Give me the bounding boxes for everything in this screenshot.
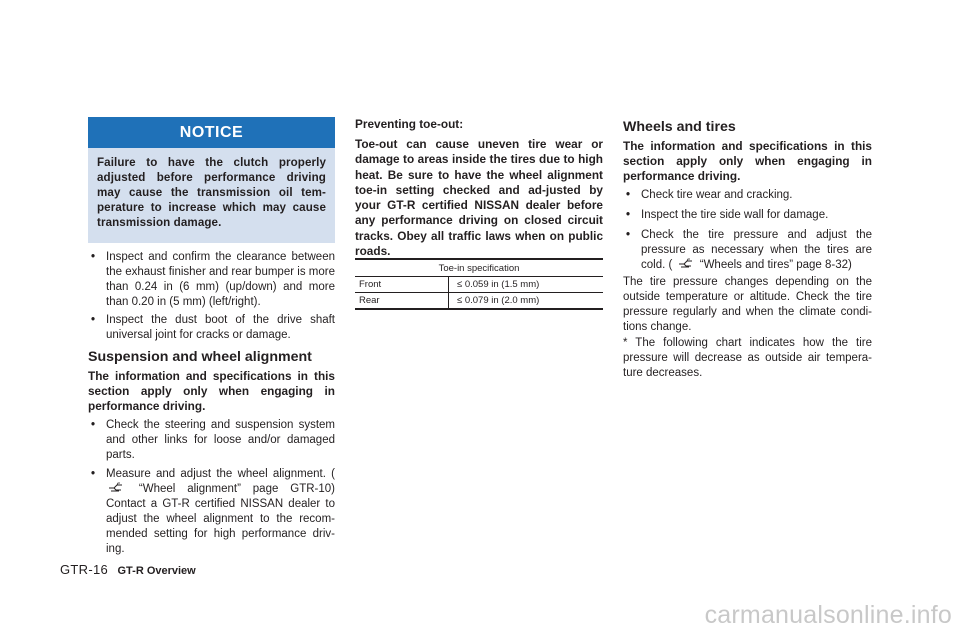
- bullet-text: [106, 467, 335, 557]
- page-number: GTR-16: [60, 562, 109, 577]
- bullet-text-post: Contact a GT-R certified NISSAN dealer to adjust the wheel alignment to the recom-mended setting for high performance driv-ing.: [106, 498, 335, 555]
- table-cell-value: ≤ 0.079 in (2.0 mm): [449, 293, 604, 310]
- list-item: [88, 250, 335, 310]
- list-item: [88, 418, 335, 463]
- bullet-dot: •: [91, 251, 96, 263]
- table-cell-value: ≤ 0.059 in (1.5 mm): [449, 277, 604, 293]
- bullet-text: Inspect and confirm the clearance between the exhaust finisher and rear bumper is more than 0.24 in (6 mm) (up/down) and more than 0.20 in (5 mm) (left/right).: [106, 251, 335, 308]
- section-intro: The information and specifications in this section apply only when engaging in performance driving.: [88, 369, 335, 413]
- notice-body: Failure to have the clutch properly adjusted before performance driving may cause the transmission oil tem-perature to increase which may cause transmission damage.: [97, 156, 326, 229]
- table-row: [355, 293, 603, 310]
- list-item: [623, 188, 872, 203]
- list-item: [623, 208, 872, 223]
- paragraph: The tire pressure changes depending on the outside temperature or altitude. Check the tire pressure regularly and when the climate condi-tions change.: [623, 276, 872, 333]
- table-cell-label: Front: [355, 277, 449, 293]
- section-heading: Wheels and tires: [623, 119, 736, 135]
- notice-title: NOTICE: [88, 117, 335, 148]
- notice-box: [88, 117, 335, 243]
- bullet-dot: •: [91, 419, 96, 431]
- paragraph: * The following chart indicates how the tire pressure will decrease as outside air tempera-ture decreases.: [623, 337, 872, 379]
- table-caption: Toe-in specification: [355, 259, 603, 277]
- toe-in-spec-table: [355, 258, 603, 310]
- list-item: [623, 228, 872, 273]
- toe-out-title: Preventing toe-out:: [355, 117, 464, 131]
- section-heading: Suspension and wheel alignment: [88, 349, 312, 365]
- bullet-dot: •: [91, 314, 96, 326]
- bullet-dot: •: [626, 229, 631, 241]
- page-reference-link[interactable]: “Wheels and tires” page 8-32): [699, 259, 852, 271]
- page-footer: [60, 561, 196, 579]
- section-intro: The information and specifications in this section apply only when engaging in performance driving.: [623, 139, 872, 183]
- bullet-text: [641, 228, 872, 273]
- section-name: GT-R Overview: [117, 565, 196, 577]
- page-reference-icon: [678, 258, 695, 269]
- bullet-text: Inspect the dust boot of the drive shaft universal joint for cracks or damage.: [106, 314, 335, 341]
- bullet-text-pre: Measure and adjust the wheel alignment. (: [106, 468, 335, 480]
- toe-out-warning: Toe-out can cause uneven tire wear or damage to areas inside the tires due to high heat. Be sure to have the wheel alignment toe-in setting checked and ad-justed by your GT-R certified NISSAN dealer before any performance driving on closed circuit tracks. Obey all traffic laws when on public roads.: [355, 137, 603, 259]
- table-header-row: [355, 259, 603, 277]
- bullet-dot: •: [91, 468, 96, 480]
- bullet-dot: •: [626, 209, 631, 221]
- bullet-text: Check the steering and suspension system and other links for loose and/or damaged parts.: [106, 419, 335, 461]
- bullet-dot: •: [626, 189, 631, 201]
- list-item: [88, 467, 335, 557]
- page-reference-icon: [108, 482, 125, 493]
- watermark-text: carmanualsonline.info: [704, 601, 952, 629]
- list-item: [88, 313, 335, 343]
- table-cell-label: Rear: [355, 293, 449, 310]
- bullet-text: Inspect the tire side wall for damage.: [641, 209, 829, 221]
- table-row: [355, 277, 603, 293]
- bullet-text: Check tire wear and cracking.: [641, 189, 793, 201]
- page-reference-link[interactable]: “Wheel alignment” page GTR-10): [138, 483, 335, 495]
- bullet-text-pre: Check the tire pressure and adjust the pressure as necessary when the tires are cold. (: [641, 229, 872, 271]
